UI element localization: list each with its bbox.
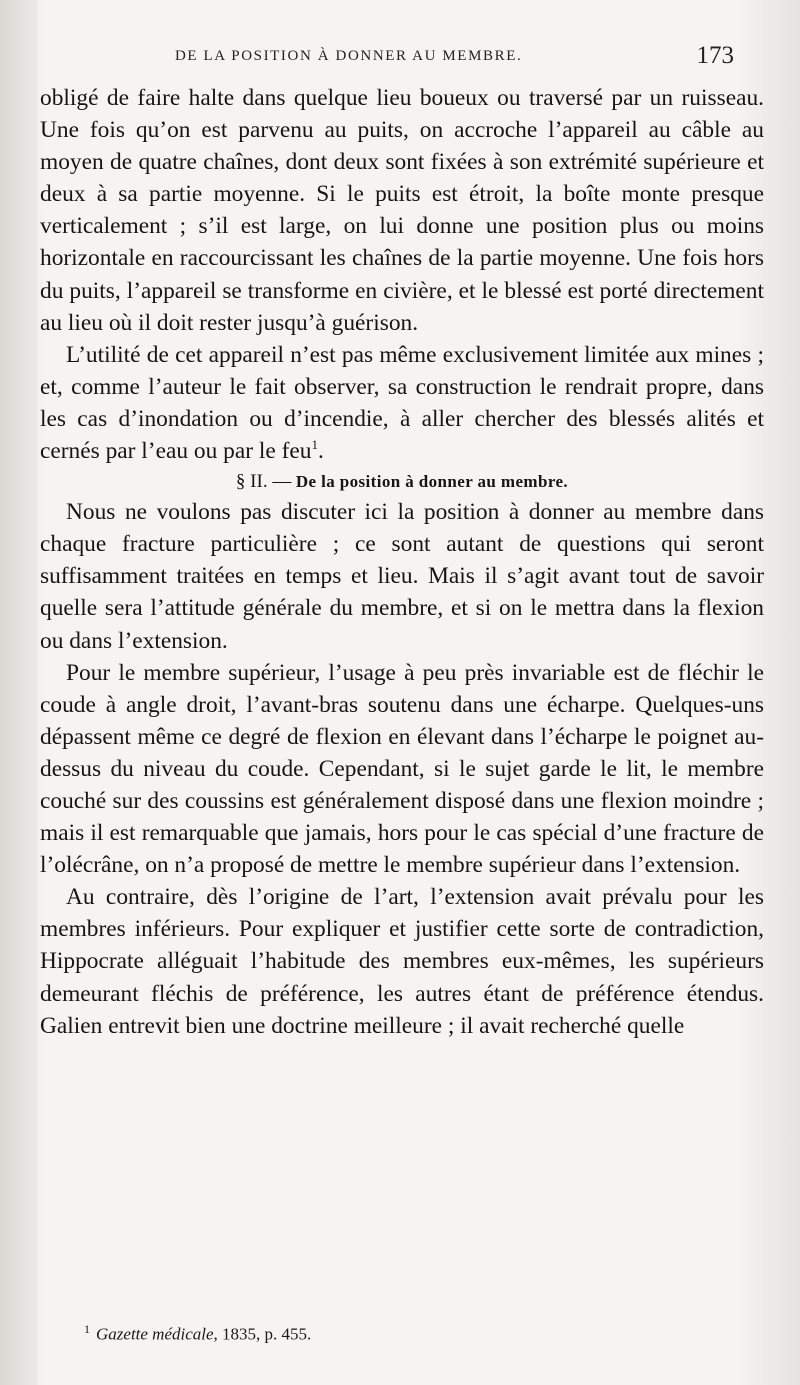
- paragraph: Pour le membre supérieur, l’usage à peu près invariable est de fléchir le coude à angle droit, l’avant-bras soutenu dans une écharpe. Quelques-uns dépassent même ce degré de flexion en élevant dans l’écharpe le poignet au-dessus du niveau du coude. Cependant, si le sujet garde le lit, le membre couché sur des coussins est généralement disposé dans une flexion moindre ; mais il est remarquable que jamais, hors pour le cas spécial d’une fracture de l’olécrâne, on n’a proposé de mettre le membre supérieur dans l’extension.: [40, 659, 764, 879]
- footnote-reference: 1: [311, 437, 318, 453]
- footnote-mark: 1: [84, 1322, 90, 1336]
- footnote-citation: , 1835, p. 455.: [213, 1324, 312, 1344]
- section-number: § II. —: [235, 471, 292, 493]
- page-number: 173: [696, 42, 734, 69]
- paragraph: Au contraire, dès l’origine de l’art, l’extension avait prévalu pour les membres inférieurs. Pour expliquer et justifier cette sorte de contradiction, Hippocrate alléguait l’habitude des membres eux-mêmes, les supérieurs demeurant fléchis de préférence, les autres étant de préférence étendus. Galien entrevit bien une doctrine meilleure ; il avait recherché quelle: [40, 884, 764, 1039]
- running-title: DE LA POSITION À DONNER AU MEMBRE.: [175, 48, 523, 64]
- footnote: [84, 1322, 684, 1345]
- paragraph: [40, 339, 764, 467]
- running-head: [40, 42, 740, 76]
- body-text: [40, 82, 764, 1042]
- paragraph-end: .: [317, 438, 324, 465]
- paragraph-text: L’utilité de cet appareil n’est pas même exclusivement limitée aux mines ; et, comme l’auteur le fait observer, sa construction le rendrait propre, dans les cas d’inondation ou d’incendie, à aller chercher des blessés alités et cernés par l’eau ou par le feu: [40, 341, 764, 465]
- paragraph-continued: obligé de faire halte dans quelque lieu boueux ou traversé par un ruisseau. Une fois qu’on est parvenu au puits, on accroche l’appareil au câble au moyen de quatre chaînes, dont deux sont fixées à son extrémité supérieure et deux à sa partie moyenne. Si le puits est étroit, la boîte monte presque verticalement ; s’il est large, on lui donne une position plus ou moins horizontale en raccourcissant les chaînes de la partie moyenne. Une fois hors du puits, l’appareil se transforme en civière, et le blessé est porté directement au lieu où il doit rester jusqu’à guérison.: [40, 85, 764, 336]
- section-title: De la position à donner au membre.: [295, 472, 569, 492]
- footnote-source: Gazette médicale: [96, 1324, 214, 1344]
- section-heading: [40, 467, 764, 496]
- page-gutter: [0, 0, 38, 1385]
- paragraph: Nous ne voulons pas discuter ici la position à donner au membre dans chaque fracture particulière ; ce sont autant de questions qui seront suffisamment traitées en temps et lieu. Mais il s’agit avant tout de savoir quelle sera l’attitude générale du membre, et si on le mettra dans la flexion ou dans l’extension.: [40, 499, 764, 654]
